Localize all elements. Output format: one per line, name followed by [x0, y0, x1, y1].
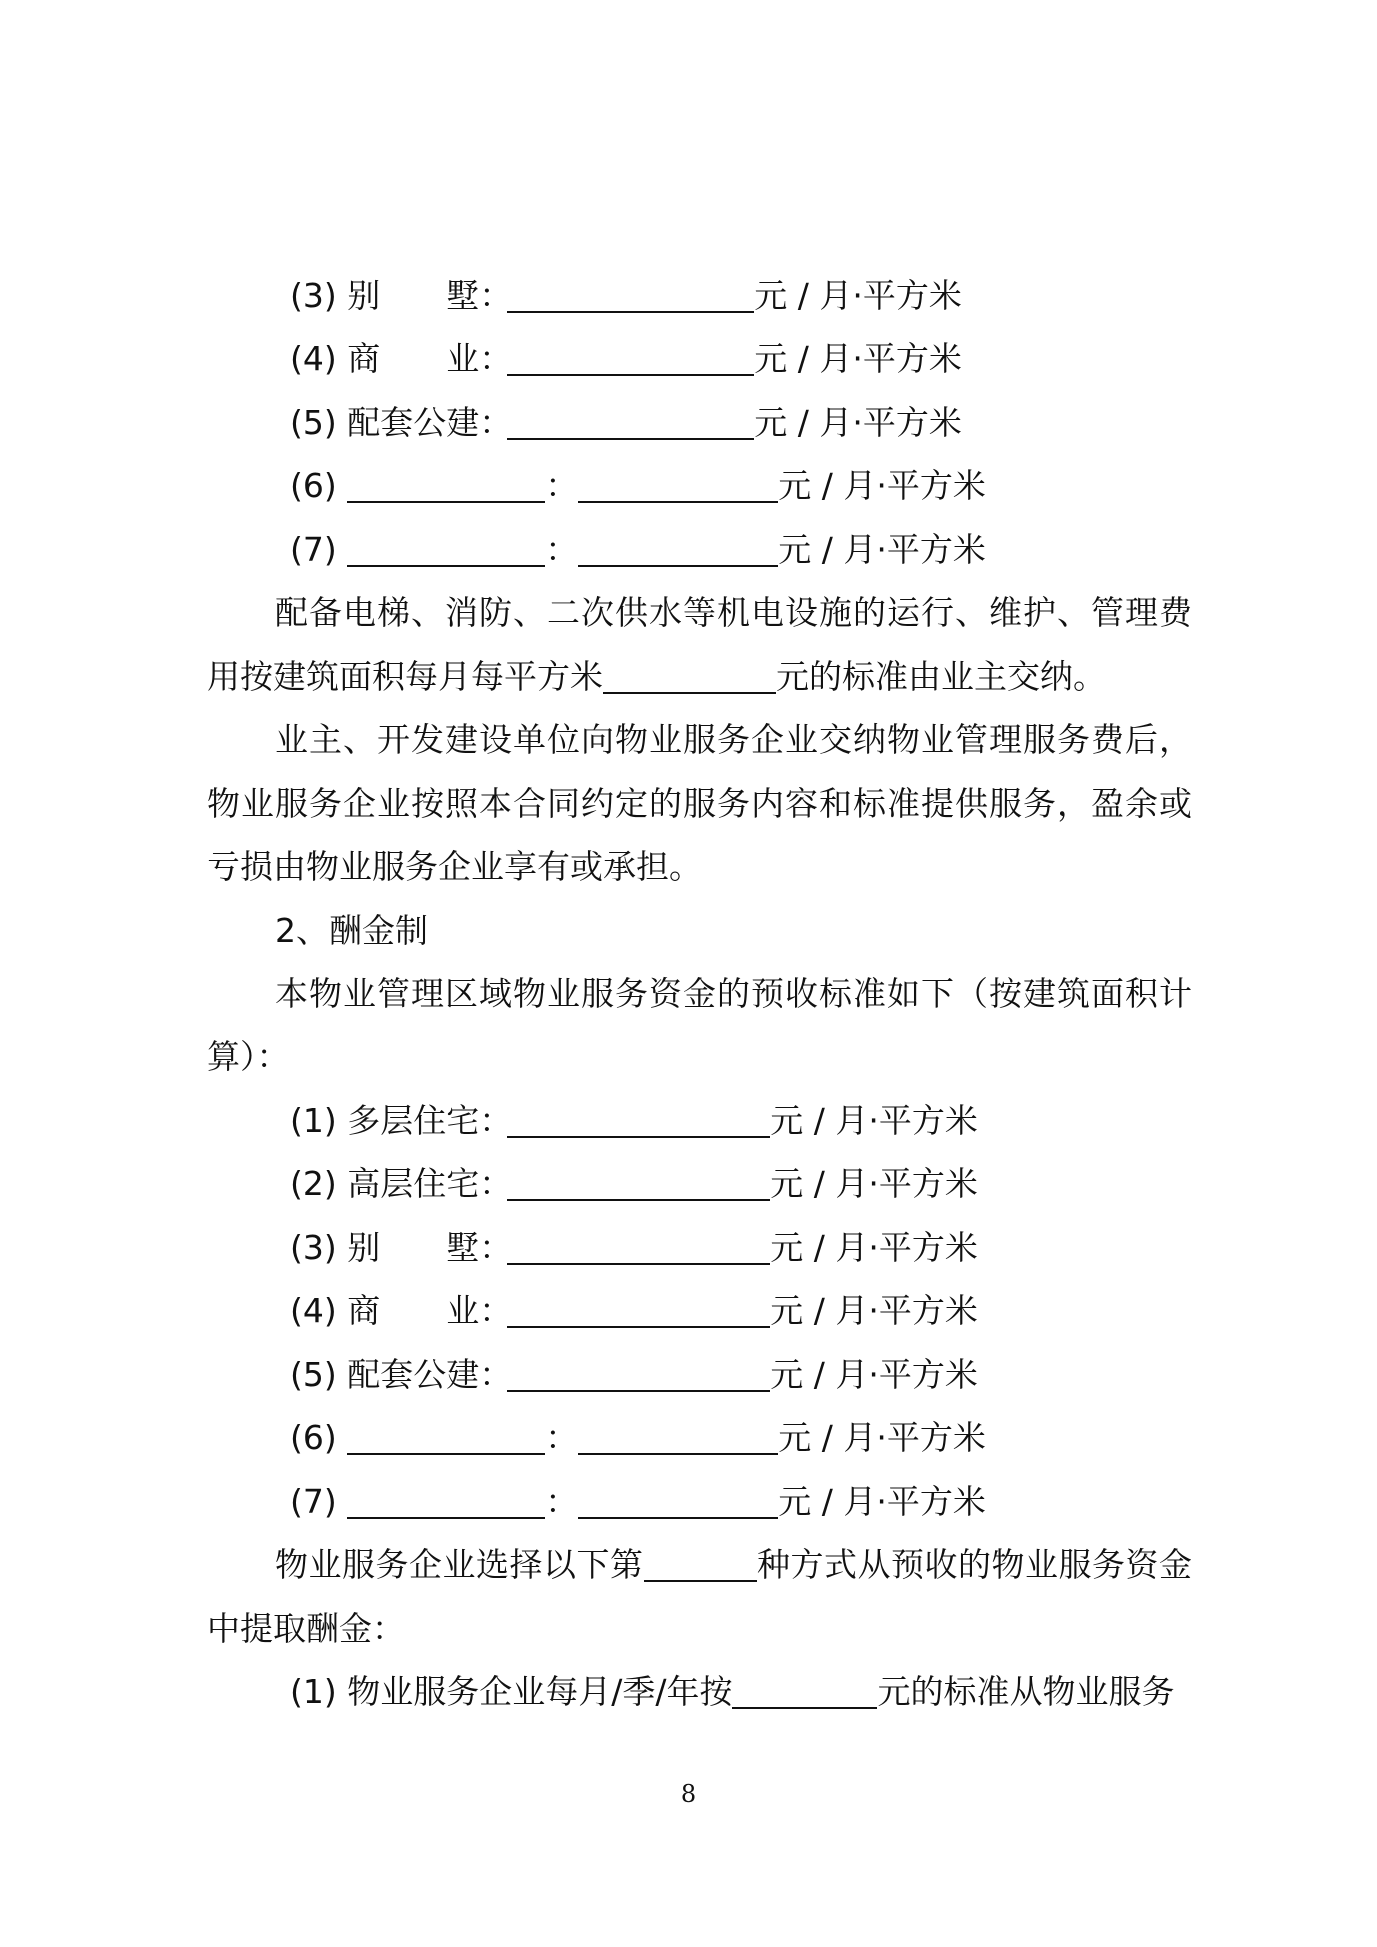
category-blank[interactable]: [347, 1413, 545, 1455]
paragraph: 业主、开发建设单位向物业服务企业交纳物业管理服务费后，物业服务企业按照本合同约定的服务内容和标准提供服务，盈余或亏损由物业服务企业享有或承担。: [207, 720, 1192, 887]
fee-blank[interactable]: [603, 652, 776, 694]
fee-item: (3) 别 墅： 元 / 月·平方米: [207, 264, 1192, 327]
fee-blank[interactable]: [507, 1350, 770, 1392]
fee-blank[interactable]: [507, 334, 754, 376]
method-item: (1) 物业服务企业每月/季/年按 元的标准从物业服务: [207, 1660, 1192, 1723]
page-number: 8: [680, 1780, 697, 1808]
fee-item-custom: (6) ： 元 / 月·平方米: [207, 454, 1192, 517]
method-blank[interactable]: [644, 1540, 757, 1582]
fee-blank[interactable]: [507, 1096, 770, 1138]
fee-blank[interactable]: [507, 398, 754, 440]
category-blank[interactable]: [347, 525, 545, 567]
paragraph: 物业服务企业选择以下第 种方式从预收的物业服务资金中提取酬金：: [207, 1533, 1192, 1660]
fee-item: (2) 高层住宅： 元 / 月·平方米: [207, 1152, 1192, 1215]
paragraph: 配备电梯、消防、二次供水等机电设施的运行、维护、管理费用按建筑面积每月每平方米 元的标准由业主交纳。: [207, 593, 1192, 696]
fee-blank[interactable]: [578, 1477, 778, 1519]
paragraph: 本物业管理区域物业服务资金的预收标准如下（按建筑面积计算）：: [207, 973, 1192, 1077]
fee-item: (5) 配套公建： 元 / 月·平方米: [207, 391, 1192, 454]
fee-blank[interactable]: [507, 271, 754, 313]
fee-item: (1) 多层住宅： 元 / 月·平方米: [207, 1089, 1192, 1152]
fee-blank[interactable]: [578, 1413, 778, 1455]
fee-blank[interactable]: [578, 461, 778, 503]
fee-blank[interactable]: [578, 525, 778, 567]
fee-item: (4) 商 业： 元 / 月·平方米: [207, 327, 1192, 390]
fee-item: (4) 商 业： 元 / 月·平方米: [207, 1279, 1192, 1342]
fee-blank[interactable]: [732, 1667, 877, 1709]
fee-item-custom: (6) ： 元 / 月·平方米: [207, 1406, 1192, 1469]
fee-item-custom: (7) ： 元 / 月·平方米: [207, 1470, 1192, 1533]
section-heading: 2、酬金制: [275, 910, 428, 950]
fee-blank[interactable]: [507, 1223, 770, 1265]
fee-blank[interactable]: [507, 1159, 770, 1201]
fee-item: (3) 别 墅： 元 / 月·平方米: [207, 1216, 1192, 1279]
category-blank[interactable]: [347, 461, 545, 503]
fee-item-custom: (7) ： 元 / 月·平方米: [207, 518, 1192, 581]
document-body: [207, 264, 1192, 1723]
category-blank[interactable]: [347, 1477, 545, 1519]
fee-blank[interactable]: [507, 1286, 770, 1328]
fee-item: (5) 配套公建： 元 / 月·平方米: [207, 1343, 1192, 1406]
